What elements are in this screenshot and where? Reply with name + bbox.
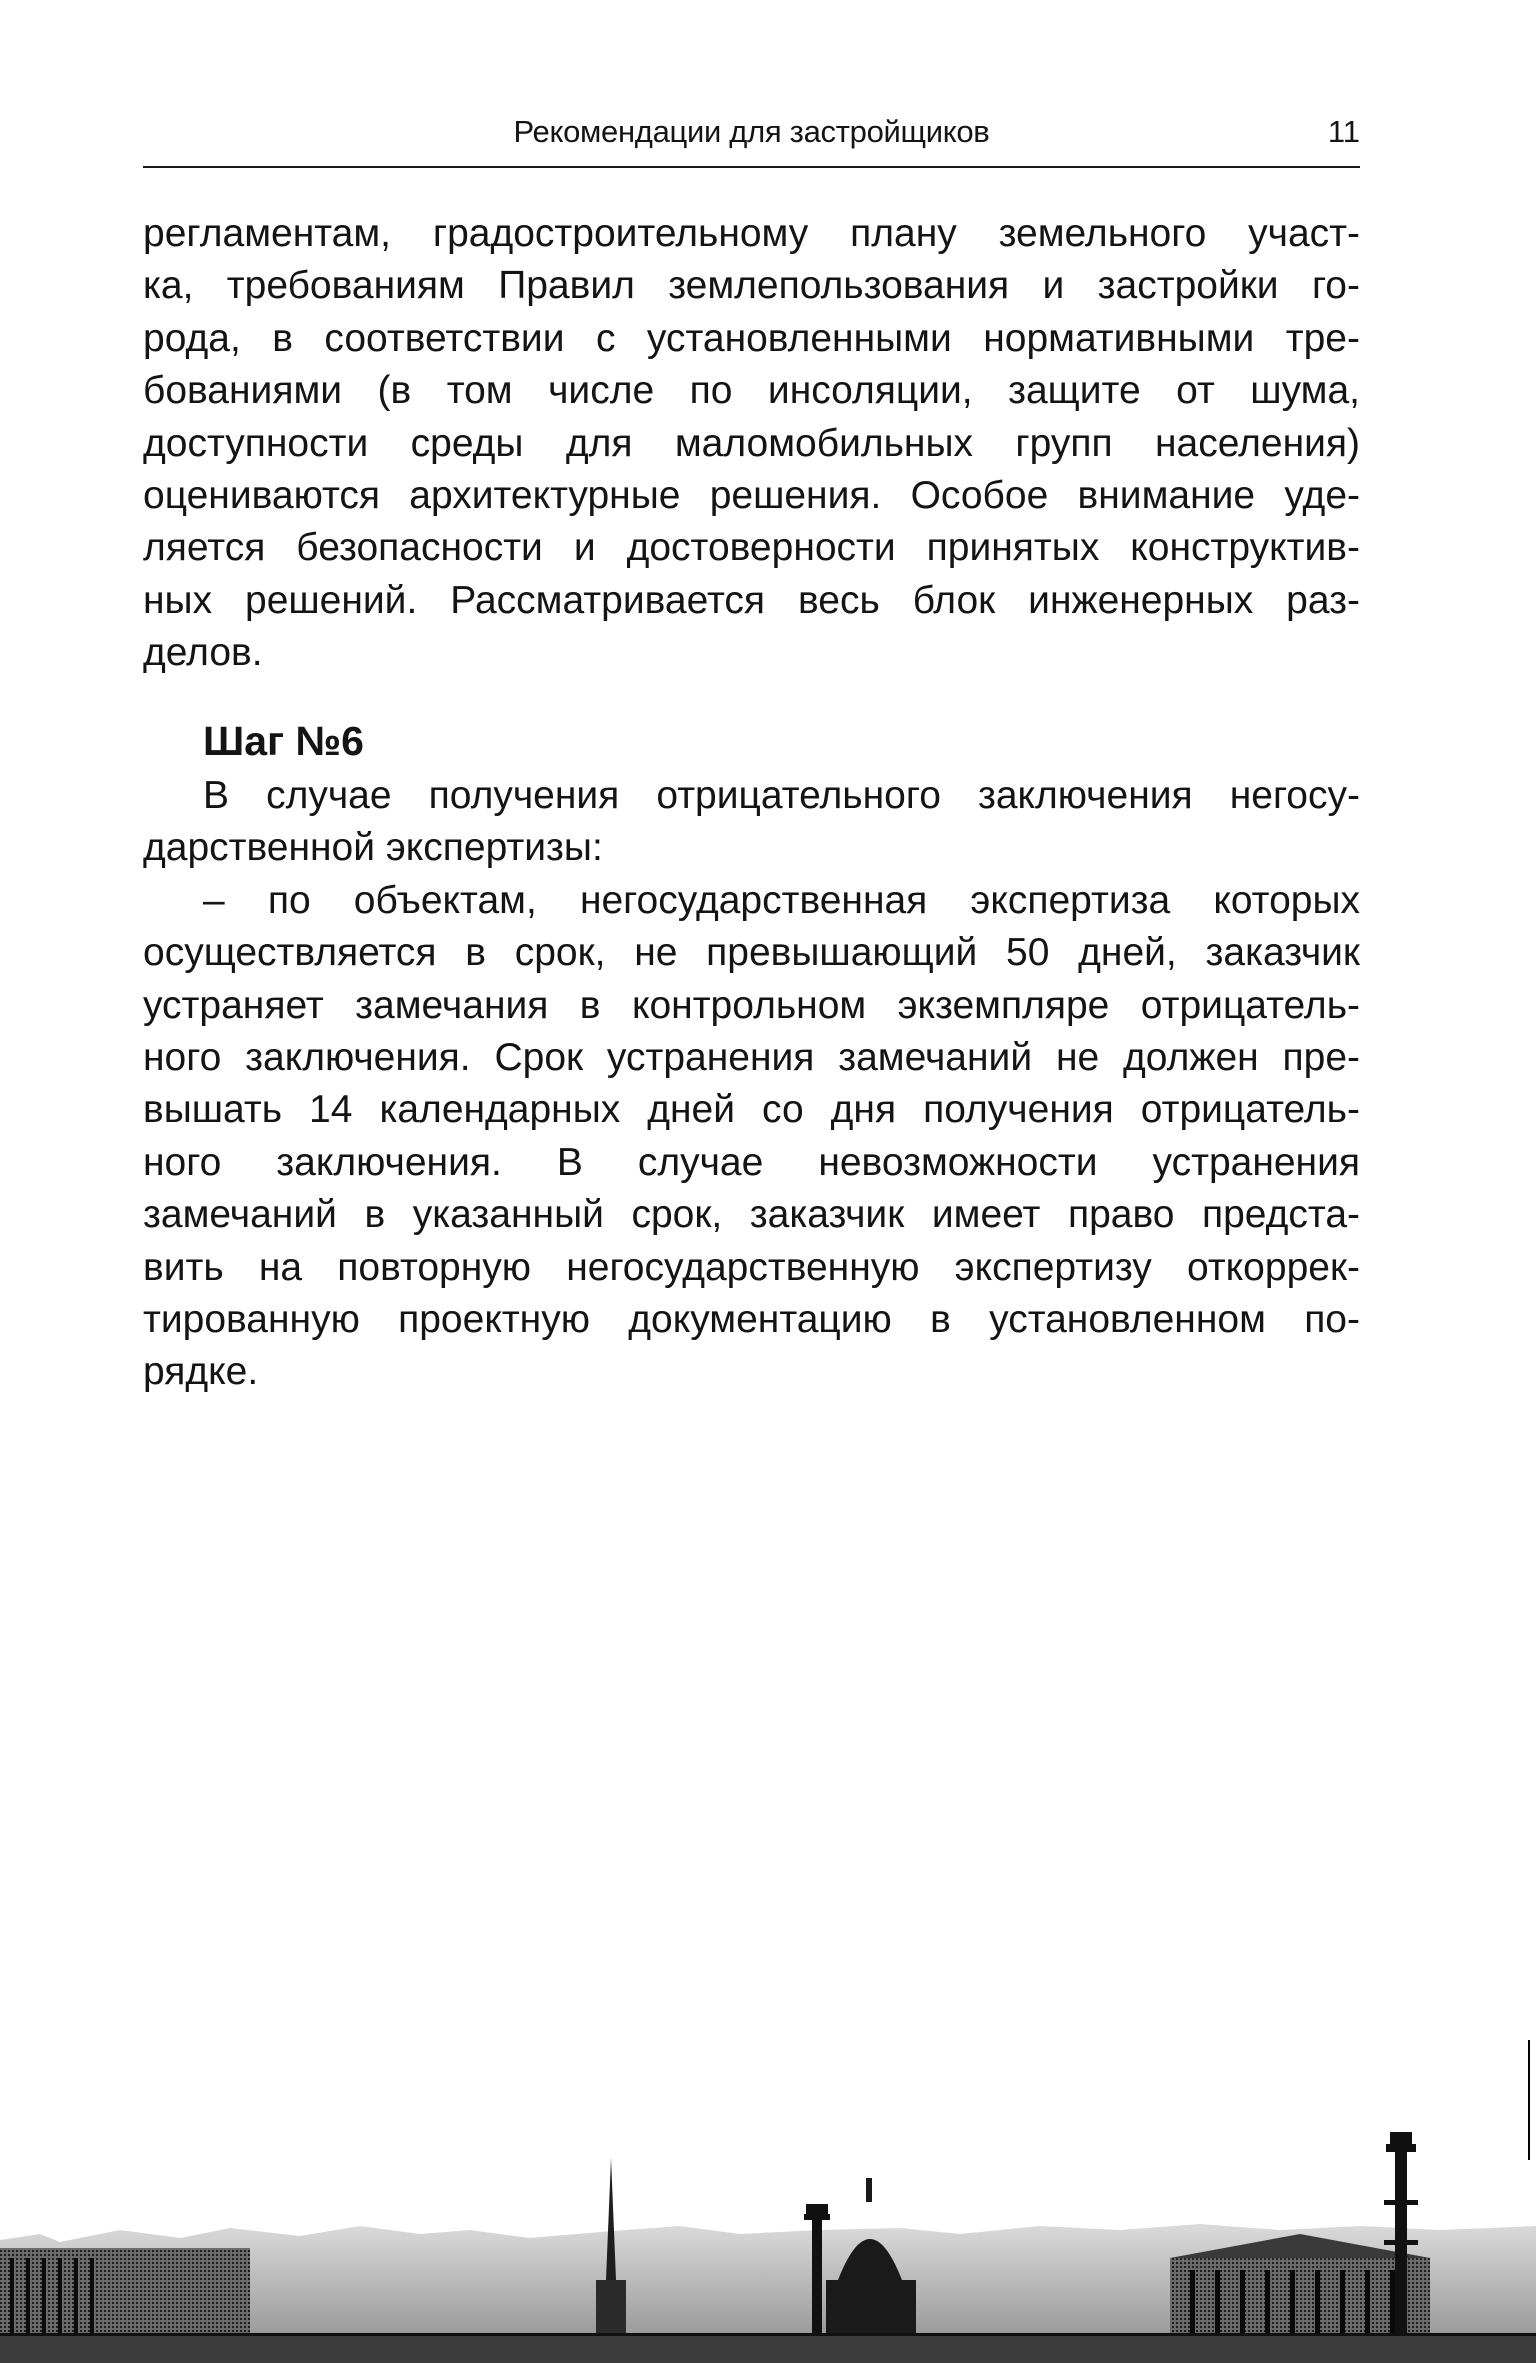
paragraph-continuation	[143, 208, 1360, 680]
text-line: вышать 14 календарных дней со дня получения отрицатель-	[143, 1088, 1360, 1132]
text-line: рода, в соответствии с установленными нормативными тре-	[143, 316, 1360, 360]
embankment	[0, 2335, 1536, 2363]
text-line: ного заключения. В случае невозможности устранения	[143, 1140, 1360, 1184]
text-line: дарственной экспертизы:	[143, 826, 603, 870]
page-header	[143, 108, 1360, 154]
text-line: бованиями (в том числе по инсоляции, защите от шума,	[143, 369, 1360, 413]
text-line: В случае получения отрицательного заключения негосу-	[203, 774, 1360, 817]
text-line: рядке.	[143, 1350, 259, 1394]
admiralty-spire	[606, 2158, 616, 2280]
crop-mark	[1528, 2040, 1530, 2160]
skyline-illustration	[0, 2130, 1536, 2363]
text-line: ка, требованиям Правил землепользования и застройки го-	[143, 264, 1360, 308]
text-line: тированную проектную документацию в установленном по-	[143, 1298, 1360, 1342]
text-line: устраняет замечания в контрольном экземпляре отрицатель-	[143, 983, 1360, 1027]
text-line: замечаний в указанный срок, заказчик имеет право предста-	[143, 1193, 1360, 1237]
page-number: 11	[1327, 114, 1360, 149]
text-line: ляется безопасности и достоверности принятых конструктив-	[143, 526, 1360, 570]
section-heading: Шаг №6	[203, 718, 364, 764]
text-line: доступности среды для маломобильных групп населения)	[143, 421, 1360, 465]
text-line: делов.	[143, 631, 263, 675]
text-line: ных решений. Рассматривается весь блок инженерных раз-	[143, 578, 1360, 622]
text-line: – по объектам, негосударственная экспертиза которых	[203, 878, 1360, 922]
step6-text	[143, 770, 1360, 1399]
text-line: вить на повторную негосударственную экспертизу откоррек-	[143, 1245, 1360, 1289]
text-line: регламентам, градостроительному плану земельного участ-	[143, 212, 1360, 255]
running-title: Рекомендации для застройщиков	[513, 114, 990, 149]
text-line: оцениваются архитектурные решения. Особое внимание уде-	[143, 474, 1360, 518]
header-rule	[143, 166, 1360, 168]
text-line: осуществляется в срок, не превышающий 50 дней, заказчик	[143, 931, 1360, 975]
text-line: ного заключения. Срок устранения замечаний не должен пре-	[143, 1036, 1360, 1080]
